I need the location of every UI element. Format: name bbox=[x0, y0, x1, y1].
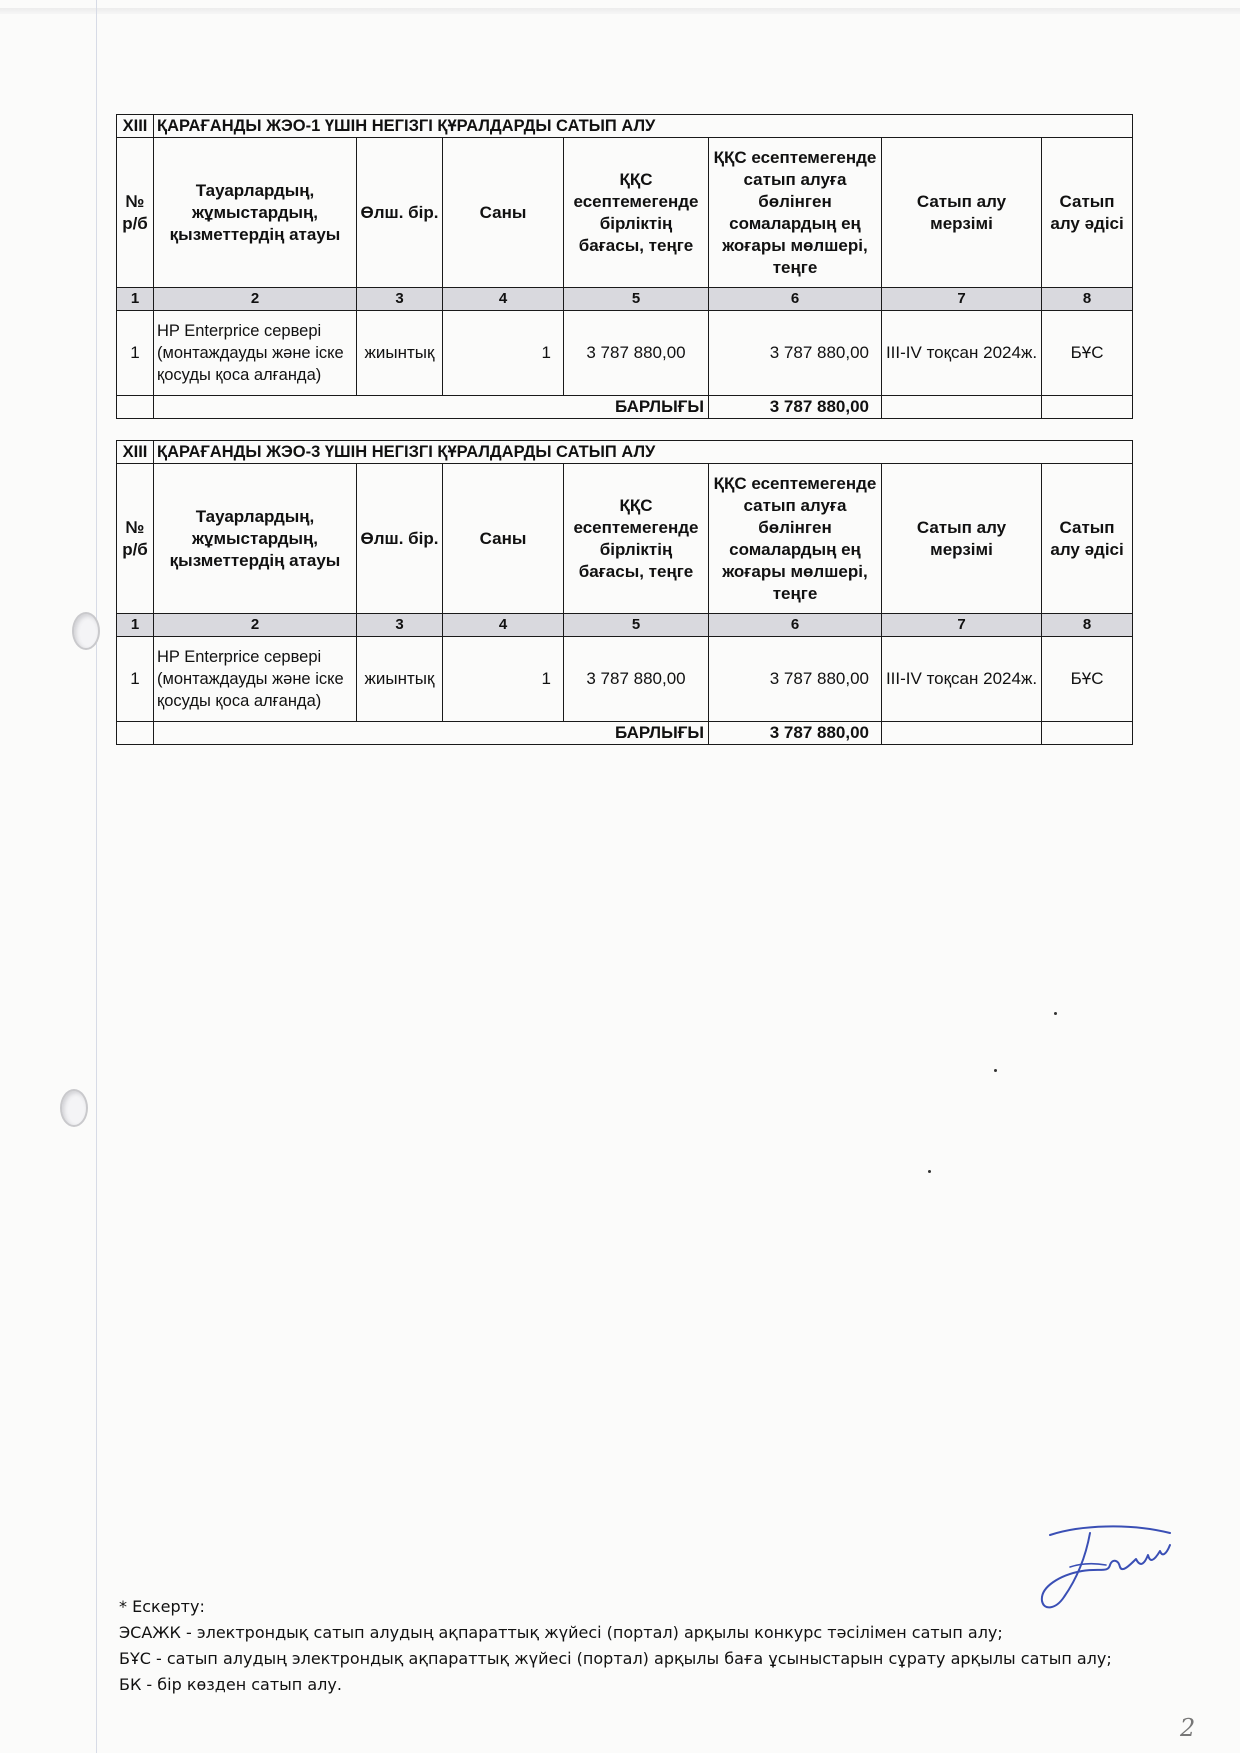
total-empty-cell bbox=[117, 396, 154, 419]
page-top-edge bbox=[0, 8, 1240, 14]
row-number: 1 bbox=[117, 311, 154, 396]
section-number: XIII bbox=[117, 441, 154, 464]
header-no: № р/б bbox=[117, 138, 154, 288]
total-empty-cell bbox=[117, 722, 154, 745]
item-name: HP Enterprice сервері (монтаждауды және іске қосуды қоса алғанда) bbox=[154, 311, 357, 396]
total-label: БАРЛЫҒЫ bbox=[154, 722, 709, 745]
header-unit: Өлш. бір. bbox=[357, 464, 443, 614]
header-max-amount: ҚҚС есептемегенде сатып алуға бөлінген сомалардың ең жоғары мөлшері, теңге bbox=[709, 138, 882, 288]
column-number: 3 bbox=[357, 614, 443, 637]
header-unit: Өлш. бір. bbox=[357, 138, 443, 288]
header-method: Сатып алу әдісі bbox=[1042, 464, 1133, 614]
scan-speck bbox=[994, 1069, 997, 1072]
total-row bbox=[117, 396, 1133, 419]
row-number: 1 bbox=[117, 637, 154, 722]
footnote-line: ЭСАЖК - электрондық сатып алудың ақпараттық жүйесі (портал) арқылы конкурс тәсілімен сатып алу; bbox=[119, 1623, 1003, 1642]
total-value: 3 787 880,00 bbox=[709, 722, 882, 745]
section-title-row bbox=[117, 441, 1133, 464]
total-empty-cell bbox=[882, 722, 1042, 745]
column-number: 6 bbox=[709, 614, 882, 637]
column-header-row bbox=[117, 138, 1133, 288]
column-number: 8 bbox=[1042, 288, 1133, 311]
section-title-row bbox=[117, 115, 1133, 138]
header-max-amount: ҚҚС есептемегенде сатып алуға бөлінген сомалардың ең жоғары мөлшері, теңге bbox=[709, 464, 882, 614]
item-unit: жиынтық bbox=[357, 637, 443, 722]
footnote-line: БҰС - сатып алудың электрондық ақпараттық жүйесі (портал) арқылы баға ұсыныстарын сұрату арқылы сатып алу; bbox=[119, 1649, 1112, 1668]
column-number: 6 bbox=[709, 288, 882, 311]
column-number-row bbox=[117, 288, 1133, 311]
header-method: Сатып алу әдісі bbox=[1042, 138, 1133, 288]
item-unit-price: 3 787 880,00 bbox=[564, 311, 709, 396]
scan-speck bbox=[1054, 1012, 1057, 1015]
header-qty: Саны bbox=[443, 464, 564, 614]
total-value: 3 787 880,00 bbox=[709, 396, 882, 419]
header-period: Сатып алу мерзімі bbox=[882, 464, 1042, 614]
item-period: III-IV тоқсан 2024ж. bbox=[882, 311, 1042, 396]
column-number: 2 bbox=[154, 288, 357, 311]
column-number: 4 bbox=[443, 288, 564, 311]
header-no: № р/б bbox=[117, 464, 154, 614]
table-row bbox=[117, 637, 1133, 722]
total-label: БАРЛЫҒЫ bbox=[154, 396, 709, 419]
column-number: 2 bbox=[154, 614, 357, 637]
item-name: HP Enterprice сервері (монтаждауды және іске қосуды қоса алғанда) bbox=[154, 637, 357, 722]
binding-margin-line bbox=[96, 0, 97, 1753]
item-qty: 1 bbox=[443, 311, 564, 396]
column-number: 1 bbox=[117, 614, 154, 637]
column-number: 5 bbox=[564, 614, 709, 637]
total-empty-cell bbox=[882, 396, 1042, 419]
item-period: III-IV тоқсан 2024ж. bbox=[882, 637, 1042, 722]
item-unit: жиынтық bbox=[357, 311, 443, 396]
table-row bbox=[117, 311, 1133, 396]
header-name: Тауарлардың, жұмыстардың, қызметтердің атауы bbox=[154, 138, 357, 288]
total-empty-cell bbox=[1042, 396, 1133, 419]
column-number: 7 bbox=[882, 614, 1042, 637]
column-header-row bbox=[117, 464, 1133, 614]
procurement-table-2 bbox=[116, 440, 1133, 745]
total-row bbox=[117, 722, 1133, 745]
column-number: 4 bbox=[443, 614, 564, 637]
item-method: БҰС bbox=[1042, 637, 1133, 722]
column-number: 5 bbox=[564, 288, 709, 311]
scan-speck bbox=[928, 1170, 931, 1173]
header-unit-price: ҚҚС есептемегенде бірліктің бағасы, теңге bbox=[564, 464, 709, 614]
header-unit-price: ҚҚС есептемегенде бірліктің бағасы, теңге bbox=[564, 138, 709, 288]
column-number: 1 bbox=[117, 288, 154, 311]
footnote-title: * Ескерту: bbox=[119, 1597, 205, 1616]
section-title: ҚАРАҒАНДЫ ЖЭО-1 ҮШІН НЕГІЗГІ ҚҰРАЛДАРДЫ САТЫП АЛУ bbox=[154, 115, 1133, 138]
section-title: ҚАРАҒАНДЫ ЖЭО-3 ҮШІН НЕГІЗГІ ҚҰРАЛДАРДЫ САТЫП АЛУ bbox=[154, 441, 1133, 464]
footnote-line: БК - бір көзден сатып алу. bbox=[119, 1675, 342, 1694]
page-number: 2 bbox=[1180, 1714, 1196, 1742]
header-period: Сатып алу мерзімі bbox=[882, 138, 1042, 288]
section-number: XIII bbox=[117, 115, 154, 138]
column-number: 8 bbox=[1042, 614, 1133, 637]
item-qty: 1 bbox=[443, 637, 564, 722]
item-max-amount: 3 787 880,00 bbox=[709, 637, 882, 722]
total-empty-cell bbox=[1042, 722, 1133, 745]
punch-hole-icon bbox=[60, 1089, 88, 1127]
item-unit-price: 3 787 880,00 bbox=[564, 637, 709, 722]
item-max-amount: 3 787 880,00 bbox=[709, 311, 882, 396]
column-number: 7 bbox=[882, 288, 1042, 311]
column-number-row bbox=[117, 614, 1133, 637]
footnote bbox=[119, 1594, 1112, 1698]
item-method: БҰС bbox=[1042, 311, 1133, 396]
header-name: Тауарлардың, жұмыстардың, қызметтердің атауы bbox=[154, 464, 357, 614]
procurement-table-1 bbox=[116, 114, 1133, 419]
column-number: 3 bbox=[357, 288, 443, 311]
punch-hole-icon bbox=[72, 612, 100, 650]
header-qty: Саны bbox=[443, 138, 564, 288]
